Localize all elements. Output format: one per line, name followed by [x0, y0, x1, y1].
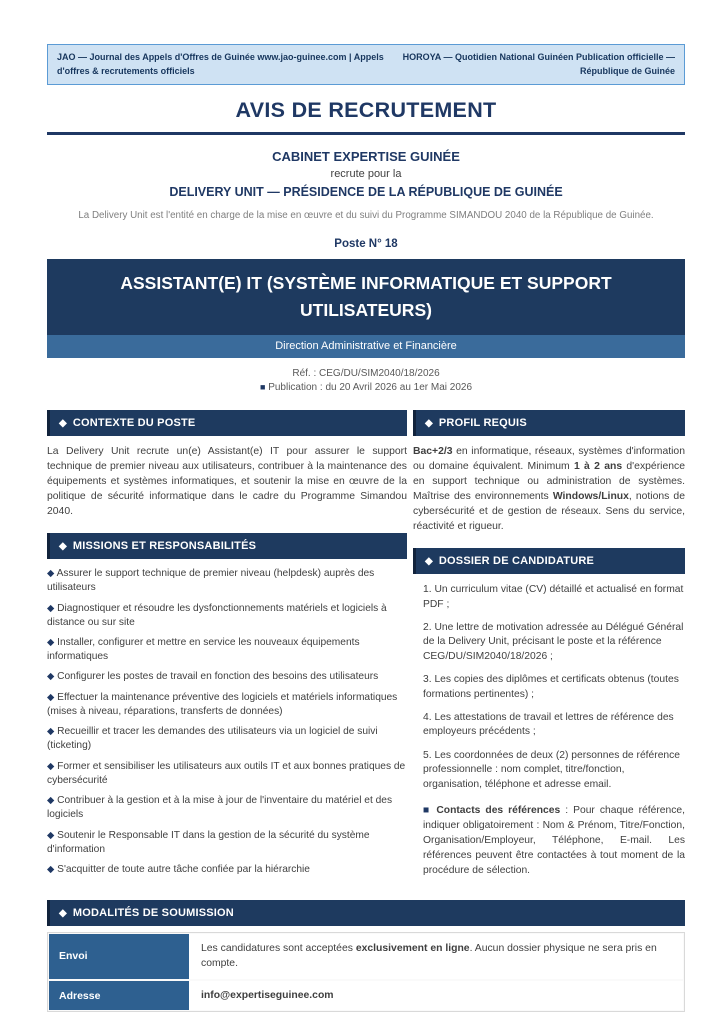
- diamond-icon: ◆: [47, 671, 55, 683]
- mission-item: ◆ Configurer les postes de travail en fonction des besoins des utilisateurs: [47, 671, 379, 683]
- missions-list: [47, 567, 407, 877]
- mission-item: ◆ Assurer le support technique de premier niveau (helpdesk) auprès des utilisateurs: [47, 568, 375, 594]
- two-column-layout: [47, 410, 685, 884]
- reference-text: Réf. : CEG/DU/SIM2040/18/2026: [292, 367, 440, 379]
- poste-title-banner: ASSISTANT(E) IT (SYSTÈME INFORMATIQUE ET SUPPORT UTILISATEURS): [47, 259, 685, 335]
- entity-name: DELIVERY UNIT — PRÉSIDENCE DE LA RÉPUBLIQUE DE GUINÉE: [169, 184, 563, 199]
- text-span: exclusivement en ligne: [355, 942, 470, 954]
- mission-item: ◆ Installer, configurer et mettre en service les nouveaux équipements informatiques: [47, 637, 360, 662]
- contacts-note: [413, 804, 685, 879]
- dossier-item: 4. Les attestations de travail et lettres de référence des employeurs précédents ;: [423, 712, 674, 738]
- entity-description: La Delivery Unit est l'entité en charge de la mise en œuvre et du suivi du Programme SIMANDOU 2040 de la République de Guinée.: [78, 209, 654, 221]
- section-title-missions: MISSIONS ET RESPONSABILITÉS: [72, 540, 257, 553]
- diamond-icon: ◆: [59, 541, 67, 553]
- dossier-item: 5. Les coordonnées de deux (2) personnes de référence professionnelle : nom complet, titre/fonction, organisation, téléphone et adresse email.: [423, 749, 681, 790]
- diamond-icon: ◆: [47, 637, 55, 649]
- section-title-modalites: MODALITÉS DE SOUMISSION: [72, 906, 234, 919]
- submission-value-cell: [189, 934, 683, 979]
- title-divider: [47, 132, 685, 135]
- text-span: Contacts des références: [436, 805, 561, 817]
- text-span: , notions de cybersécurité et de gestion de réseaux. Sens du service, réactivité et rigueur.: [413, 490, 685, 533]
- diamond-icon: ◆: [47, 760, 55, 772]
- dossier-item: 1. Un curriculum vitae (CV) détaillé et actualisé en format PDF ;: [423, 584, 684, 610]
- section-header-profil: [413, 410, 685, 436]
- cabinet-name: CABINET EXPERTISE GUINÉE: [272, 148, 460, 164]
- text-span: ■: [423, 805, 437, 817]
- mission-item: ◆ Diagnostiquer et résoudre les dysfonctionnements matériels et logiciels à distance ou sur site: [47, 602, 387, 628]
- diamond-icon: ◆: [47, 726, 55, 738]
- diamond-icon: ◆: [47, 864, 55, 876]
- masthead-left-text: JAO — Journal des Appels d'Offres de Guinée www.jao-guinee.com | Appels d'offres & recrutements officiels: [57, 52, 384, 76]
- text-span: Bac+2/3: [413, 445, 453, 457]
- page-title: AVIS DE RECRUTEMENT: [235, 98, 497, 122]
- section-header-dossier: [413, 548, 685, 574]
- direction-banner: Direction Administrative et Financière: [47, 335, 685, 358]
- left-column: [47, 410, 407, 884]
- recruiting-for-text: recrute pour la: [330, 167, 402, 180]
- masthead: [47, 44, 685, 85]
- text-span: d'expérience en support technique ou administration de systèmes. Maîtrise des environnements: [413, 460, 685, 502]
- diamond-icon: ◆: [425, 417, 433, 429]
- section-title-dossier: DOSSIER DE CANDIDATURE: [438, 555, 595, 568]
- diamond-icon: ◆: [59, 417, 67, 429]
- submission-label-cell: Envoi: [49, 934, 189, 979]
- mission-item: ◆ Soutenir le Responsable IT dans la gestion de la sécurité du système d'information: [47, 829, 370, 855]
- text-span: Windows/Linux: [552, 490, 629, 502]
- publication-value: Publication : du 20 Avril 2026 au 1er Mai 2026: [268, 381, 473, 393]
- masthead-right-text: HOROYA — Quotidien National Guinéen Publication officielle — République de Guinée: [402, 52, 675, 76]
- diamond-icon: ◆: [47, 829, 55, 841]
- text-span: . Aucun dossier physique ne sera pris en compte.: [201, 942, 657, 970]
- diamond-icon: ◆: [47, 602, 55, 614]
- mission-item: ◆ Effectuer la maintenance préventive des logiciels et matériels informatiques (mises à niveau, réparations, transferts de données): [47, 691, 398, 717]
- text-span: en informatique, réseaux, systèmes d'information ou domaine équivalent. Minimum: [413, 445, 685, 472]
- diamond-icon: ◆: [59, 907, 67, 919]
- mission-item: ◆ Recueillir et tracer les demandes des utilisateurs via un logiciel de suivi (ticketing): [47, 726, 378, 752]
- diamond-icon: ◆: [47, 568, 55, 580]
- text-span: : Pour chaque référence, indiquer obligatoirement : Nom & Prénom, Titre/Fonction, Organisation/Employeur, Téléphone, E-mail. Les références peuvent être contactées à tout moment de la procédure de sélection.: [423, 805, 685, 876]
- dossier-list: [413, 583, 685, 792]
- submission-table: [47, 932, 685, 1013]
- dossier-item: 3. Les copies des diplômes et certificats obtenus (toutes formations pertinentes) ;: [423, 674, 679, 700]
- right-column: [413, 410, 685, 884]
- mission-item: ◆ S'acquitter de toute autre tâche confiée par la hiérarchie: [47, 864, 310, 876]
- text-span: info@expertiseguinee.com: [201, 989, 334, 1001]
- submission-row: [49, 981, 683, 1011]
- text-span: 1 à 2 ans: [573, 460, 623, 472]
- submission-value-cell: [189, 981, 683, 1011]
- section-header-modalites: [47, 900, 685, 926]
- submission-row: [49, 934, 683, 979]
- section-header-contexte: [47, 410, 407, 436]
- poste-number: Poste N° 18: [334, 237, 398, 250]
- diamond-icon: ◆: [47, 691, 55, 703]
- section-title-contexte: CONTEXTE DU POSTE: [72, 416, 196, 429]
- section-title-profil: PROFIL REQUIS: [438, 416, 527, 429]
- submission-label-cell: Adresse: [49, 981, 189, 1011]
- mission-item: ◆ Contribuer à la gestion et à la mise à jour de l'inventaire du matériel et des logiciels: [47, 795, 393, 821]
- mission-item: ◆ Former et sensibiliser les utilisateurs aux outils IT et aux bonnes pratiques de cybersécurité: [47, 760, 406, 786]
- contexte-body: La Delivery Unit recrute un(e) Assistant(e) IT pour assurer le support technique de premier niveau aux utilisateurs, contribuer à la maintenance des équipements et systèmes informatiques, et soutenir la mise en œuvre de la politique de sécurité informatique dans le cadre du Programme Simandou 2040.: [47, 445, 407, 518]
- diamond-icon: ◆: [47, 795, 55, 807]
- text-span: Les candidatures sont acceptées: [201, 942, 356, 954]
- publication-text: [47, 382, 685, 393]
- dossier-item: 2. Une lettre de motivation adressée au Délégué Général de la Delivery Unit, précisant le poste et la référence CEG/DU/SIM2040/18/2026 ;: [423, 622, 684, 662]
- section-header-missions: [47, 533, 407, 559]
- square-icon: ■: [259, 381, 266, 392]
- profil-body: [413, 444, 685, 534]
- diamond-icon: ◆: [425, 556, 433, 568]
